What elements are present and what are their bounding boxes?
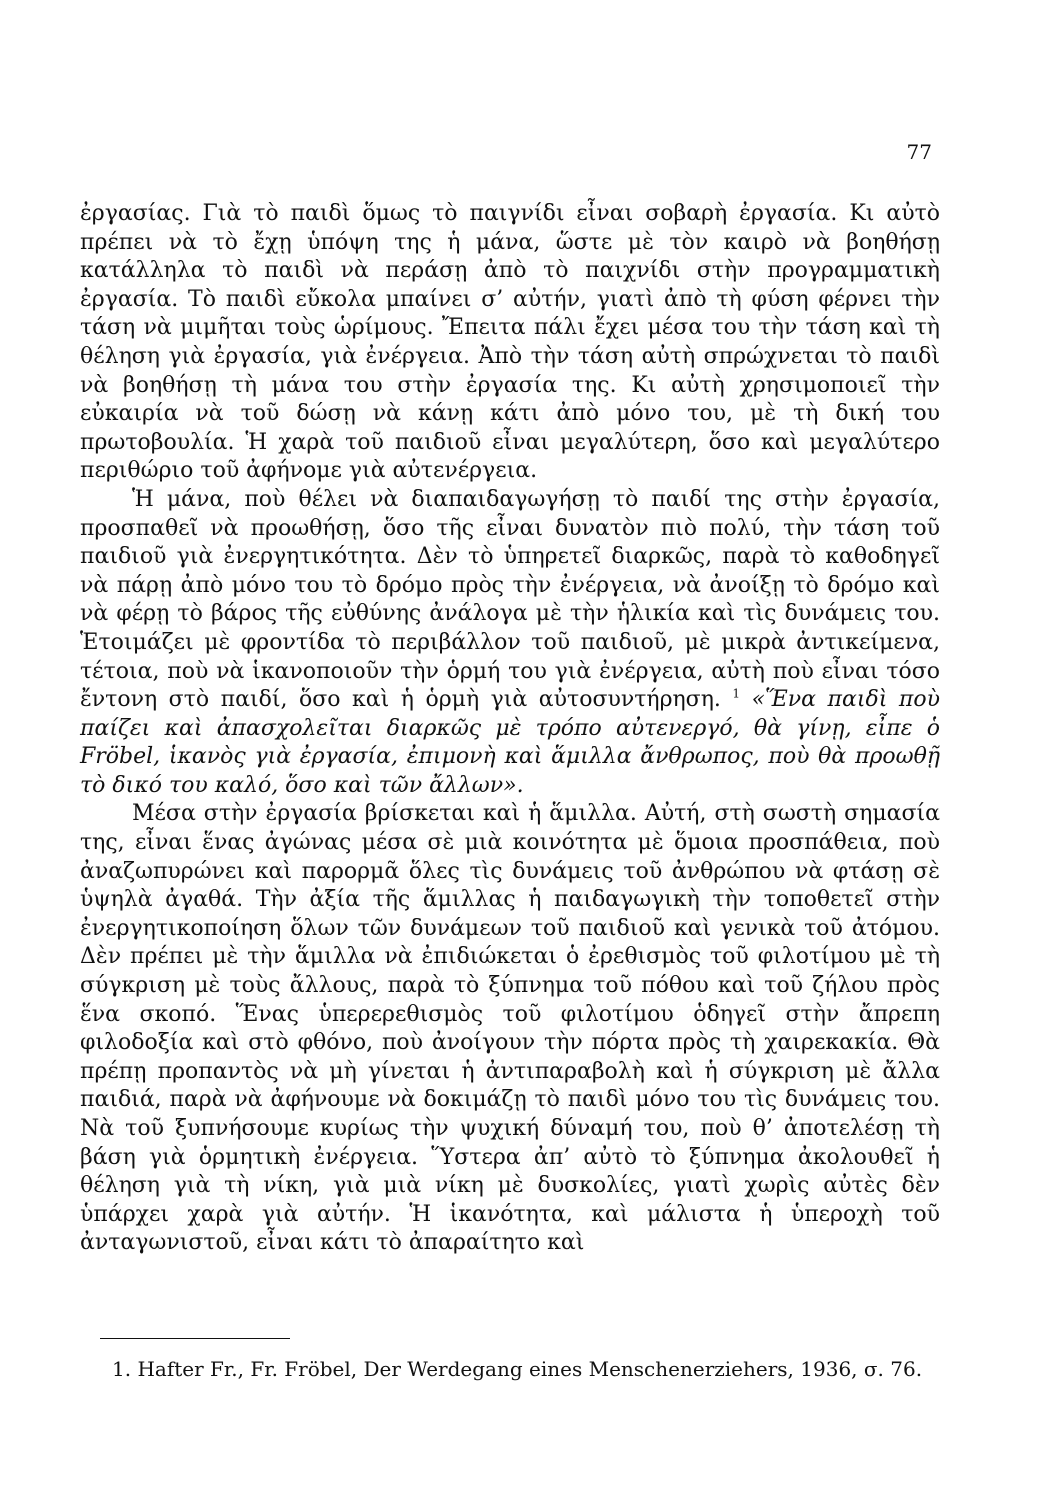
page-number: 77	[906, 140, 932, 164]
paragraph-text: Ἡ μάνα, ποὺ θέλει νὰ διαπαιδαγωγήσῃ τὸ παιδί της στὴν ἐργασία, προσπαθεῖ νὰ προωθήσῃ, ὅσο τῆς εἶναι δυνατὸν πιὸ πολύ, τὴν τάση τοῦ παιδιοῦ γιὰ ἐνεργητικότητα. Δὲν τὸ ὑπηρετεῖ διαρκῶς, παρὰ τὸ καθοδηγεῖ νὰ πάρῃ ἀπὸ μόνο του τὸ δρόμο πρὸς τὴν ἐνέργεια, νὰ ἀνοίξῃ τὸ δρόμο καὶ νὰ φέρῃ τὸ βάρος τῆς εὐθύνης ἀνάλογα μὲ τὴν ἡλικία καὶ τὶς δυνάμεις του. Ἑτοιμάζει μὲ φροντίδα τὸ περιβάλλον τοῦ παιδιοῦ, μὲ μικρὰ ἀντικείμενα, τέτοια, ποὺ νὰ ἱκανοποιοῦν τὴν ὁρμή του γιὰ ἐνέργεια, αὐτὴ ποὺ εἶναι τόσο ἔντονη στὸ παιδί, ὅσο καὶ ἡ ὁρμὴ γιὰ αὐτοσυντήρηση.	[80, 486, 940, 713]
footnote-divider	[100, 1338, 290, 1339]
body-text	[80, 200, 940, 1258]
paragraph	[80, 200, 940, 486]
quotation: «Ἕνα παιδὶ ποὺ παίζει καὶ ἀπασχολεῖται διαρκῶς μὲ τρόπο αὐτενεργό, θὰ γίνῃ, εἶπε ὁ Fröbel, ἱκανὸς γιὰ ἐργασία, ἐπιμονὴ καὶ ἅμιλλα ἄνθρωπος, ποὺ θὰ προωθῇ τὸ δικό του καλό, ὅσο καὶ τῶν ἄλλων».	[80, 687, 940, 798]
footnote-text: Hafter Fr., Fr. Fröbel, Der Werdegang eines Menschenerziehers, 1936, σ. 76.	[137, 1357, 923, 1381]
paragraph-text: Μέσα στὴν ἐργασία βρίσκεται καὶ ἡ ἅμιλλα. Αὐτή, στὴ σωστὴ σημασία της, εἶναι ἕνας ἀγώνας μέσα σὲ μιὰ κοινότητα μὲ ὅμοια προσπάθεια, ποὺ ἀναζωπυρώνει καὶ παρορμᾶ ὅλες τὶς δυνάμεις τοῦ ἀνθρώπου νὰ φτάσῃ σὲ ὑψηλὰ ἀγαθά. Τὴν ἀξία τῆς ἅμιλλας ἡ παιδαγωγικὴ τὴν τοποθετεῖ στὴν ἐνεργητικοποίηση ὅλων τῶν δυνάμεων τοῦ παιδιοῦ καὶ γενικὰ τοῦ ἀτόμου. Δὲν πρέπει μὲ τὴν ἅμιλλα νὰ ἐπιδιώκεται ὁ ἐρεθισμὸς τοῦ φιλοτίμου μὲ τὴ σύγκριση μὲ τοὺς ἄλλους, παρὰ τὸ ξύπνημα τοῦ πόθου καὶ τοῦ ζήλου πρὸς ἕνα σκοπό. Ἕνας ὑπερερεθισμὸς τοῦ φιλοτίμου ὁδηγεῖ στὴν ἄπρεπη φιλοδοξία καὶ στὸ φθόνο, ποὺ ἀνοίγουν τὴν πόρτα πρὸς τὴ χαιρεκακία.	[80, 801, 940, 1056]
paragraph-text: ἐργασίας. Γιὰ τὸ παιδὶ ὅμως τὸ παιγνίδι εἶναι σοβαρὴ ἐργασία. Κι αὐτὸ πρέπει νὰ τὸ ἔχῃ ὑπόψη της ἡ μάνα, ὥστε μὲ τὸν καιρὸ νὰ βοηθήσῃ κατάλληλα τὸ παιδὶ νὰ περάσῃ ἀπὸ τὸ παιχνίδι στὴν προγραμματικὴ ἐργασία. Τὸ παιδὶ εὔκολα μπαίνει σ’ αὐτήν, γιατὶ ἀπὸ τὴ φύση φέρνει τὴν τάση νὰ μιμῆται τοὺς ὡρίμους. Ἔπειτα πάλι ἔχει μέσα του τὴν τάση καὶ τὴ θέληση γιὰ ἐργασία, γιὰ ἐνέργεια. Ἀπὸ τὴν τάση αὐτὴ σπρώχνεται τὸ παιδὶ νὰ βοηθήσῃ τὴ μάνα του στὴν ἐργασία της. Κι αὐτὴ χρησιμοποιεῖ τὴν εὐκαιρία νὰ τοῦ δώσῃ νὰ κάνῃ κάτι ἀπὸ μόνο του, μὲ τὴ δική του πρωτοβουλία. Ἡ χαρὰ τοῦ παιδιοῦ εἶναι μεγαλύτερη, ὅσο καὶ μεγαλύτερο περιθώριο τοῦ ἀφήνομε γιὰ αὐτενέργεια.	[80, 201, 940, 484]
footnote	[80, 1356, 940, 1382]
paragraph	[80, 486, 940, 801]
footnote-number: 1.	[112, 1357, 132, 1381]
footnote-reference: 1	[732, 686, 741, 701]
paragraph	[80, 800, 940, 1258]
paragraph-text: Θὰ πρέπῃ προπαντὸς νὰ μὴ γίνεται ἡ ἀντιπαραβολὴ καὶ ἡ σύγκριση μὲ ἄλλα παιδιά, παρὰ νὰ ἀφήνουμε νὰ δοκιμάζῃ τὸ παιδὶ μόνο του τὶς δυνάμεις του. Νὰ τοῦ ξυπνήσουμε κυρίως τὴν ψυχική δύναμή του, ποὺ θ’ ἀποτελέσῃ τὴ βάση γιὰ ὁρμητικὴ ἐνέργεια. Ὕστερα ἀπ’ αὐτὸ τὸ ξύπνημα ἀκολουθεῖ ἡ θέληση γιὰ τὴ νίκη, γιὰ μιὰ νίκη μὲ δυσκολίες, γιατὶ χωρὶς αὐτὲς δὲν ὑπάρχει χαρὰ γιὰ αὐτήν. Ἡ ἱκανότητα, καὶ μάλιστα ἡ ὑπεροχὴ τοῦ ἀνταγωνιστοῦ, εἶναι κάτι τὸ ἀπαραίτητο καὶ	[80, 1030, 940, 1256]
